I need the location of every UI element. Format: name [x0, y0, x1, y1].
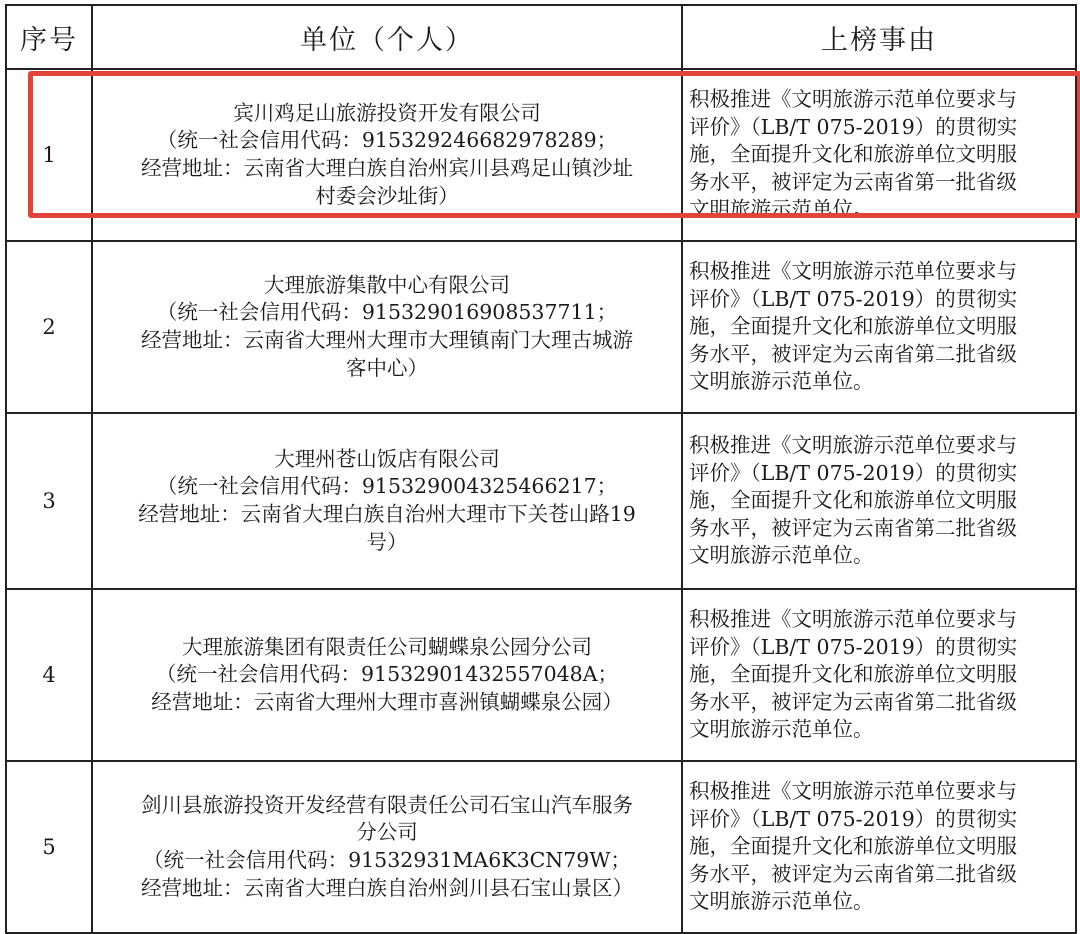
unit-line: 经营地址：云南省大理白族自治州剑川县石宝山景区）	[141, 875, 633, 900]
reason-line: 文明旅游示范单位。	[689, 889, 874, 914]
reason-line: 施，全面提升文化和旅游单位文明服	[689, 314, 1017, 339]
unit-line: 号）	[366, 529, 408, 554]
reason-cell	[682, 761, 1076, 933]
unit-cell	[92, 589, 682, 761]
unit-line: 客中心）	[346, 355, 428, 380]
table-row	[6, 69, 1076, 241]
reason-line: 积极推进《文明旅游示范单位要求与	[689, 779, 1017, 804]
reason-line: 施，全面提升文化和旅游单位文明服	[689, 142, 1017, 167]
unit-line: 大理旅游集团有限责任公司蝴蝶泉公园分公司	[182, 634, 592, 659]
row-index: 2	[6, 241, 92, 413]
reason-line: 积极推进《文明旅游示范单位要求与	[689, 87, 1017, 112]
unit-line: 经营地址：云南省大理州大理市大理镇南门大理古城游	[141, 328, 633, 352]
row-index: 5	[6, 761, 92, 933]
header-unit: 单位（个人）	[92, 5, 682, 69]
unit-line: （统一社会信用代码：91532901432557048A；	[155, 662, 619, 687]
reason-cell	[682, 241, 1076, 413]
table-header-row	[6, 5, 1076, 69]
unit-line: （统一社会信用代码：915329016908537711；	[156, 300, 618, 325]
reason-line: 文明旅游示范单位。	[689, 717, 874, 742]
reason-line: 文明旅游示范单位。	[689, 369, 874, 394]
unit-line: 分公司	[356, 820, 418, 845]
header-reason: 上榜事由	[682, 5, 1076, 69]
header-index: 序号	[6, 5, 92, 69]
unit-line: （统一社会信用代码：915329246682978289；	[156, 128, 618, 153]
unit-line: 宾川鸡足山旅游投资开发有限公司	[233, 100, 541, 125]
reason-line: 积极推进《文明旅游示范单位要求与	[689, 259, 1017, 284]
table-row	[6, 761, 1076, 933]
reason-line: 文明旅游示范单位。	[689, 197, 874, 222]
reason-line: 积极推进《文明旅游示范单位要求与	[689, 433, 1017, 458]
unit-line: （统一社会信用代码：915329004325466217；	[156, 474, 618, 499]
reason-line: 评价》（LB/T 075-2019）的贯彻实	[689, 460, 1018, 485]
reason-cell	[682, 413, 1076, 589]
reason-line: 文明旅游示范单位。	[689, 543, 874, 568]
reason-line: 评价》（LB/T 075-2019）的贯彻实	[689, 114, 1018, 139]
unit-line: 经营地址：云南省大理州大理市喜洲镇蝴蝶泉公园）	[151, 689, 623, 714]
reason-line: 评价》（LB/T 075-2019）的贯彻实	[689, 634, 1018, 659]
unit-cell	[92, 761, 682, 933]
reason-line: 施，全面提升文化和旅游单位文明服	[689, 488, 1017, 513]
reason-line: 务水平，被评定为云南省第二批省级	[689, 515, 1017, 540]
table-row	[6, 589, 1076, 761]
unit-line: 经营地址：云南省大理白族自治州宾川县鸡足山镇沙址	[141, 156, 633, 180]
reason-line: 施，全面提升文化和旅游单位文明服	[689, 662, 1017, 687]
reason-line: 务水平，被评定为云南省第二批省级	[689, 341, 1017, 366]
table-row	[6, 413, 1076, 589]
unit-line: 大理旅游集散中心有限公司	[264, 272, 510, 297]
reason-line: 施，全面提升文化和旅游单位文明服	[689, 834, 1017, 859]
row-index: 3	[6, 413, 92, 589]
reason-cell	[682, 589, 1076, 761]
reason-line: 务水平，被评定为云南省第一批省级	[689, 169, 1017, 194]
reason-line: 评价》（LB/T 075-2019）的贯彻实	[689, 806, 1018, 831]
unit-cell	[92, 241, 682, 413]
reason-line: 务水平，被评定为云南省第二批省级	[689, 689, 1017, 714]
unit-line: （统一社会信用代码：91532931MA6K3CN79W；	[143, 848, 631, 872]
table-row	[6, 241, 1076, 413]
unit-cell	[92, 413, 682, 589]
awards-table	[5, 4, 1077, 934]
row-index: 1	[6, 69, 92, 241]
reason-line: 务水平，被评定为云南省第二批省级	[689, 861, 1017, 886]
reason-line: 评价》（LB/T 075-2019）的贯彻实	[689, 286, 1018, 311]
unit-cell	[92, 69, 682, 241]
unit-line: 剑川县旅游投资开发经营有限责任公司石宝山汽车服务	[141, 792, 633, 817]
row-index: 4	[6, 589, 92, 761]
reason-cell	[682, 69, 1076, 241]
unit-line: 大理州苍山饭店有限公司	[274, 446, 500, 471]
reason-line: 积极推进《文明旅游示范单位要求与	[689, 607, 1017, 632]
unit-line: 村委会沙址街）	[315, 183, 459, 208]
unit-line: 经营地址：云南省大理白族自治州大理市下关苍山路19	[138, 502, 636, 526]
